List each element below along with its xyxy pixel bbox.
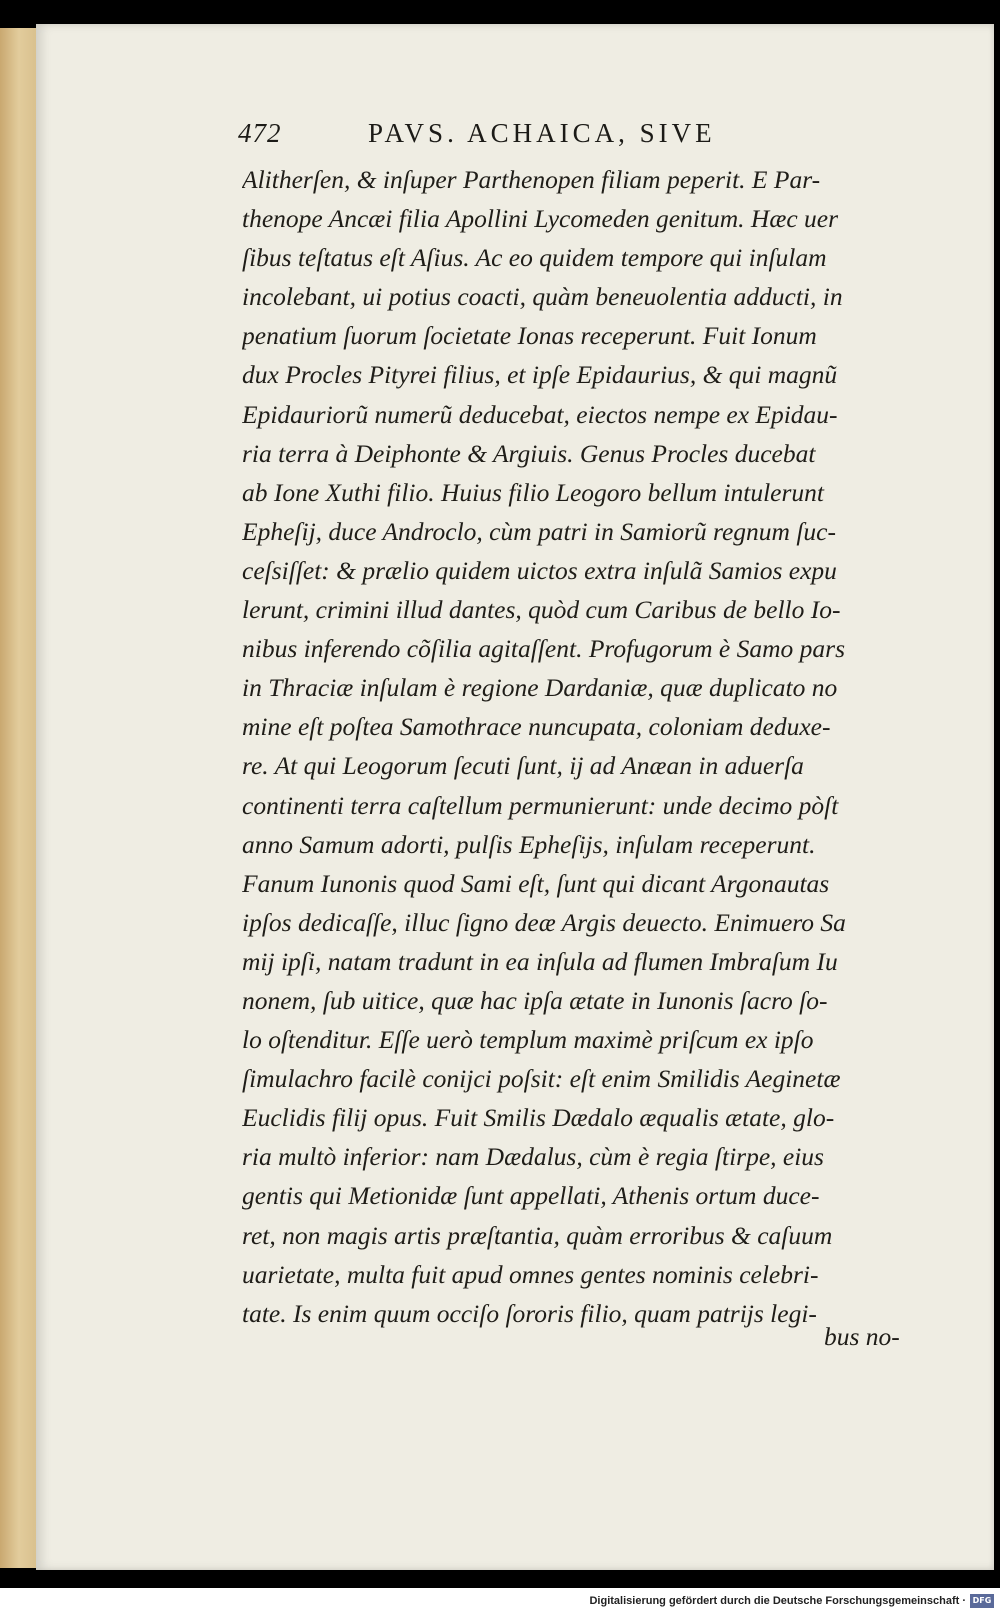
text-line: Epheſij, duce Androclo, cùm patri in Samiorũ regnum ſuc- (242, 516, 836, 546)
text-line: ceſsiſſet: & prælio quidem uictos extra inſulã Samios expu (242, 555, 837, 585)
page-header (238, 118, 858, 154)
text-line: Euclidis filij opus. Fuit Smilis Dædalo æqualis ætate, glo- (242, 1103, 835, 1133)
text-line: continenti terra caſtellum permunierunt: unde decimo pòſt (242, 790, 839, 820)
text-line: ſimulachro facilè conijci poſsit: eſt enim Smilidis Aeginetæ (242, 1064, 841, 1094)
text-line: thenope Ancæi filia Apollini Lycomeden genitum. Hæc uer (242, 204, 839, 234)
text-line: nonem, ſub uitice, quæ hac ipſa ætate in Iunonis ſacro ſo- (242, 985, 828, 1015)
text-line: mine eſt poſtea Samothrace nuncupata, coloniam deduxe- (242, 712, 831, 742)
funding-credit: Digitalisierung gefördert durch die Deutsche Forschungsgemeinschaft · (589, 1595, 966, 1607)
text-line: ria terra à Deiphonte & Argiuis. Genus Procles ducebat (242, 438, 816, 468)
text-line: re. At qui Leogorum ſecuti ſunt, ij ad Anæan in aduerſa (242, 751, 804, 781)
text-line: ria multò inferior: nam Dædalus, cùm è regia ſtirpe, eius (242, 1142, 824, 1172)
text-line: ipſos dedicaſſe, illuc ſigno deæ Argis deuecto. Enimuero Sa (242, 907, 846, 937)
text-line: nibus inferendo cõſilia agitaſſent. Profugorum è Samo pars (242, 634, 845, 664)
text-line: mij ipſi, natam tradunt in ea inſula ad flumen Imbraſum Iu (242, 946, 838, 976)
running-head: PAVS. ACHAICA, SIVE (368, 118, 716, 148)
text-line: lerunt, crimini illud dantes, quòd cum Caribus de bello Io- (242, 595, 841, 625)
text-line: ſibus teſtatus eſt Aſius. Ac eo quidem tempore qui inſulam (242, 243, 827, 273)
text-line: anno Samum adorti, pulſis Epheſijs, inſulam receperunt. (242, 829, 816, 859)
text-line: Alitherſen, & inſuper Parthenopen filiam peperit. E Par- (242, 165, 821, 194)
text-line: ab Ione Xuthi filio. Huius filio Leogoro bellum intulerunt (242, 477, 824, 507)
dfg-logo: DFG (970, 1594, 994, 1608)
text-line: Epidauriorũ numerũ deducebat, eiectos nempe ex Epidau- (242, 399, 838, 429)
text-line: incolebant, ui potius coacti, quàm beneuolentia adducti, in (242, 282, 843, 312)
text-line: tate. Is enim quum occiſo ſororis filio, quam patrijs legi- (242, 1298, 817, 1328)
catchword: bus no- (824, 1322, 900, 1351)
text-line: gentis qui Metionidæ ſunt appellati, Athenis ortum duce- (242, 1181, 820, 1211)
text-line: penatium ſuorum ſocietate Ionas receperunt. Fuit Ionum (242, 321, 817, 351)
digitization-footer (0, 1588, 1000, 1617)
text-line: Fanum Iunonis quod Sami eſt, ſunt qui dicant Argonautas (242, 868, 830, 898)
body-text (242, 160, 932, 1333)
text-line: uarietate, multa fuit apud omnes gentes nominis celebri- (242, 1259, 819, 1289)
text-line: in Thraciæ inſulam è regione Dardaniæ, quæ duplicato no (242, 673, 838, 703)
text-line: lo oſtenditur. Eſſe uerò templum maximè priſcum ex ipſo (242, 1025, 814, 1055)
text-line: dux Procles Pityrei filius, et ipſe Epidaurius, & qui magnũ (242, 360, 838, 390)
text-line: ret, non magis artis præſtantia, quàm erroribus & caſuum (242, 1220, 833, 1250)
page-number: 472 (238, 118, 282, 148)
